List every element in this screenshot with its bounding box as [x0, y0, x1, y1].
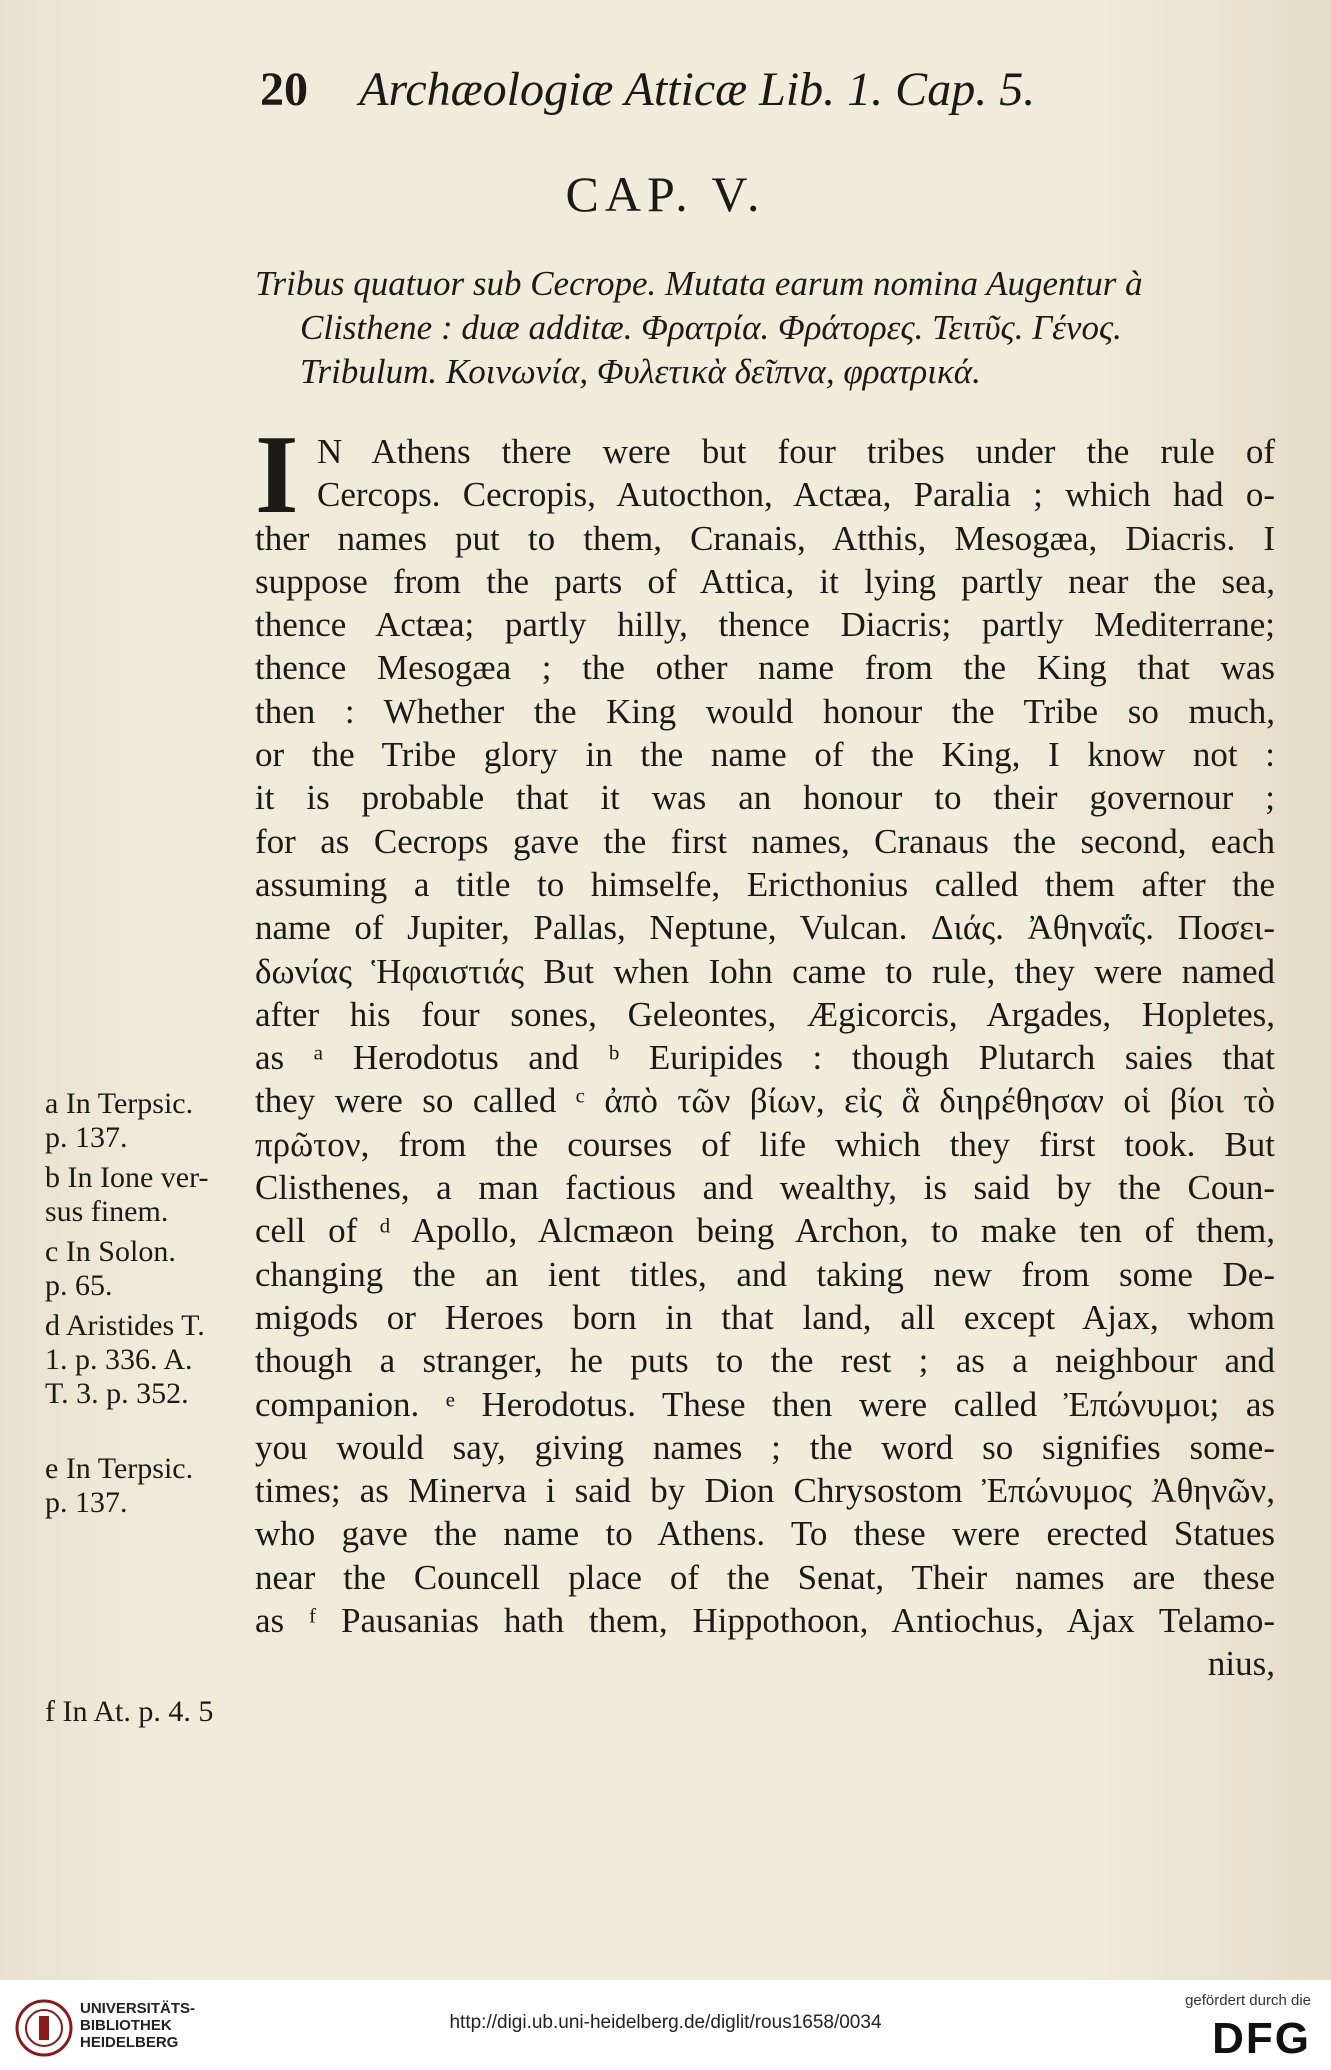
margin-note-line: f In At. p. 4. 5	[45, 1695, 214, 1728]
text-line: migods or Heroes born in that land, all except Ajax, whom	[255, 1297, 1275, 1337]
library-name-line: UNIVERSITÄTS-	[80, 2000, 196, 2017]
text-line: times; as Minerva i said by Dion Chrysostom Ἐπώνυμος Ἀθηνῶν,	[255, 1471, 1275, 1511]
text-line: nius,	[1207, 1644, 1275, 1684]
text-line: cell of ᵈ Apollo, Alcmæon being Archon, to make ten of them,	[255, 1211, 1275, 1251]
text-line: Clisthenes, a man factious and wealthy, is said by the Coun-	[255, 1168, 1275, 1208]
text-line: thence Actæa; partly hilly, thence Diacris; partly Mediterrane;	[255, 605, 1275, 645]
margin-note-line: e In Terpsic.	[45, 1452, 194, 1485]
margin-note	[45, 1161, 255, 1229]
summary-line: Tribulum. Κοινωνία, Φυλετικὰ δεῖπνα, φρατρικά.	[300, 352, 981, 391]
text-line: ther names put to them, Cranais, Atthis, Mesogæa, Diacris. I	[255, 518, 1275, 558]
chapter-summary	[255, 262, 1275, 394]
text-line: as ᵃ Herodotus and ᵇ Euripides : though Plutarch saies that	[255, 1038, 1275, 1078]
drop-cap: I	[255, 413, 299, 537]
text-line: companion. ᵉ Herodotus. These then were called Ἐπώνυμοι; as	[255, 1384, 1275, 1424]
text-line: though a stranger, he puts to the rest ; as a neighbour and	[255, 1341, 1275, 1381]
text-line: Cercops. Cecropis, Autocthon, Actæa, Paralia ; which had o-	[317, 475, 1275, 515]
summary-line: Clisthene : duæ additæ. Φρατρία. Φράτορες. Τειτῦς. Γένος.	[300, 308, 1122, 347]
margin-note	[45, 1087, 255, 1155]
text-line: they were so called ᶜ ἀπὸ τῶν βίων, εἰς ἃ διηρέθησαν οἱ βίοι τὸ	[255, 1081, 1275, 1121]
running-header	[260, 62, 1160, 122]
margin-note	[45, 1452, 255, 1520]
margin-note-line: sus finem.	[45, 1195, 169, 1228]
text-line: name of Jupiter, Pallas, Neptune, Vulcan. Διάς. Ἀθηναΐς. Ποσει-	[255, 908, 1275, 948]
text-line: who gave the name to Athens. To these were erected Statues	[255, 1514, 1275, 1554]
dfg-logo: DFG	[1212, 2014, 1311, 2063]
margin-note	[45, 1309, 255, 1411]
margin-note-line: d Aristides T.	[45, 1309, 205, 1342]
text-line: suppose from the parts of Attica, it lying partly near the sea,	[255, 561, 1275, 601]
funding-note: gefördert durch die	[1185, 1992, 1311, 2009]
margin-note-line: p. 137.	[45, 1121, 128, 1154]
margin-note-line: p. 137.	[45, 1486, 128, 1519]
text-line: N Athens there were but four tribes under the rule of	[317, 432, 1275, 471]
text-line: or the Tribe glory in the name of the King, I know not :	[255, 735, 1275, 775]
text-line: it is probable that it was an honour to their governour ;	[255, 778, 1275, 818]
page-url-link[interactable]: http://digi.ub.uni-heidelberg.de/diglit/rous1658/0034	[449, 2012, 882, 2033]
text-line: δωνίας Ἡφαιστιάς But when Iohn came to rule, they were named	[255, 951, 1275, 991]
text-line: thence Mesogæa ; the other name from the King that was	[255, 648, 1275, 688]
text-line: assuming a title to himselfe, Ericthonius called them after the	[255, 864, 1275, 904]
body-text	[255, 413, 1275, 1686]
viewer-footer	[0, 1980, 1331, 2070]
page-number: 20	[260, 63, 308, 116]
margin-note	[45, 1235, 255, 1303]
chapter-title: CAP. V.	[565, 166, 766, 222]
text-line: after his four sones, Geleontes, Ægicorcis, Argades, Hopletes,	[255, 994, 1275, 1034]
margin-note-line: p. 65.	[45, 1269, 113, 1302]
text-line: for as Cecrops gave the first names, Cranaus the second, each	[255, 821, 1275, 861]
running-title: Archæologiæ Atticæ Lib. 1. Cap. 5.	[359, 63, 1036, 116]
text-line: you would say, giving names ; the word so signifies some-	[255, 1427, 1275, 1467]
library-name-line: HEIDELBERG	[80, 2034, 179, 2051]
text-line: changing the an ient titles, and taking new from some De-	[255, 1254, 1275, 1294]
margin-note-line: c In Solon.	[45, 1235, 176, 1268]
text-line: near the Councell place of the Senat, Their names are these	[255, 1557, 1275, 1597]
margin-note-line: 1. p. 336. A.	[45, 1343, 193, 1376]
text-line: πρῶτον, from the courses of life which they first took. But	[255, 1124, 1275, 1164]
text-line: then : Whether the King would honour the Tribe so much,	[255, 691, 1275, 731]
margin-note-line: T. 3. p. 352.	[45, 1377, 189, 1410]
summary-line: Tribus quatuor sub Cecrope. Mutata earum nomina Augentur à	[255, 264, 1143, 303]
margin-note-line: a In Terpsic.	[45, 1087, 194, 1120]
margin-note-line: b In Ione ver-	[45, 1161, 209, 1194]
text-line: as ᶠ Pausanias hath them, Hippothoon, Antiochus, Ajax Telamo-	[255, 1601, 1275, 1641]
library-name-line: BIBLIOTHEK	[80, 2017, 172, 2034]
margin-note	[45, 1695, 255, 1729]
